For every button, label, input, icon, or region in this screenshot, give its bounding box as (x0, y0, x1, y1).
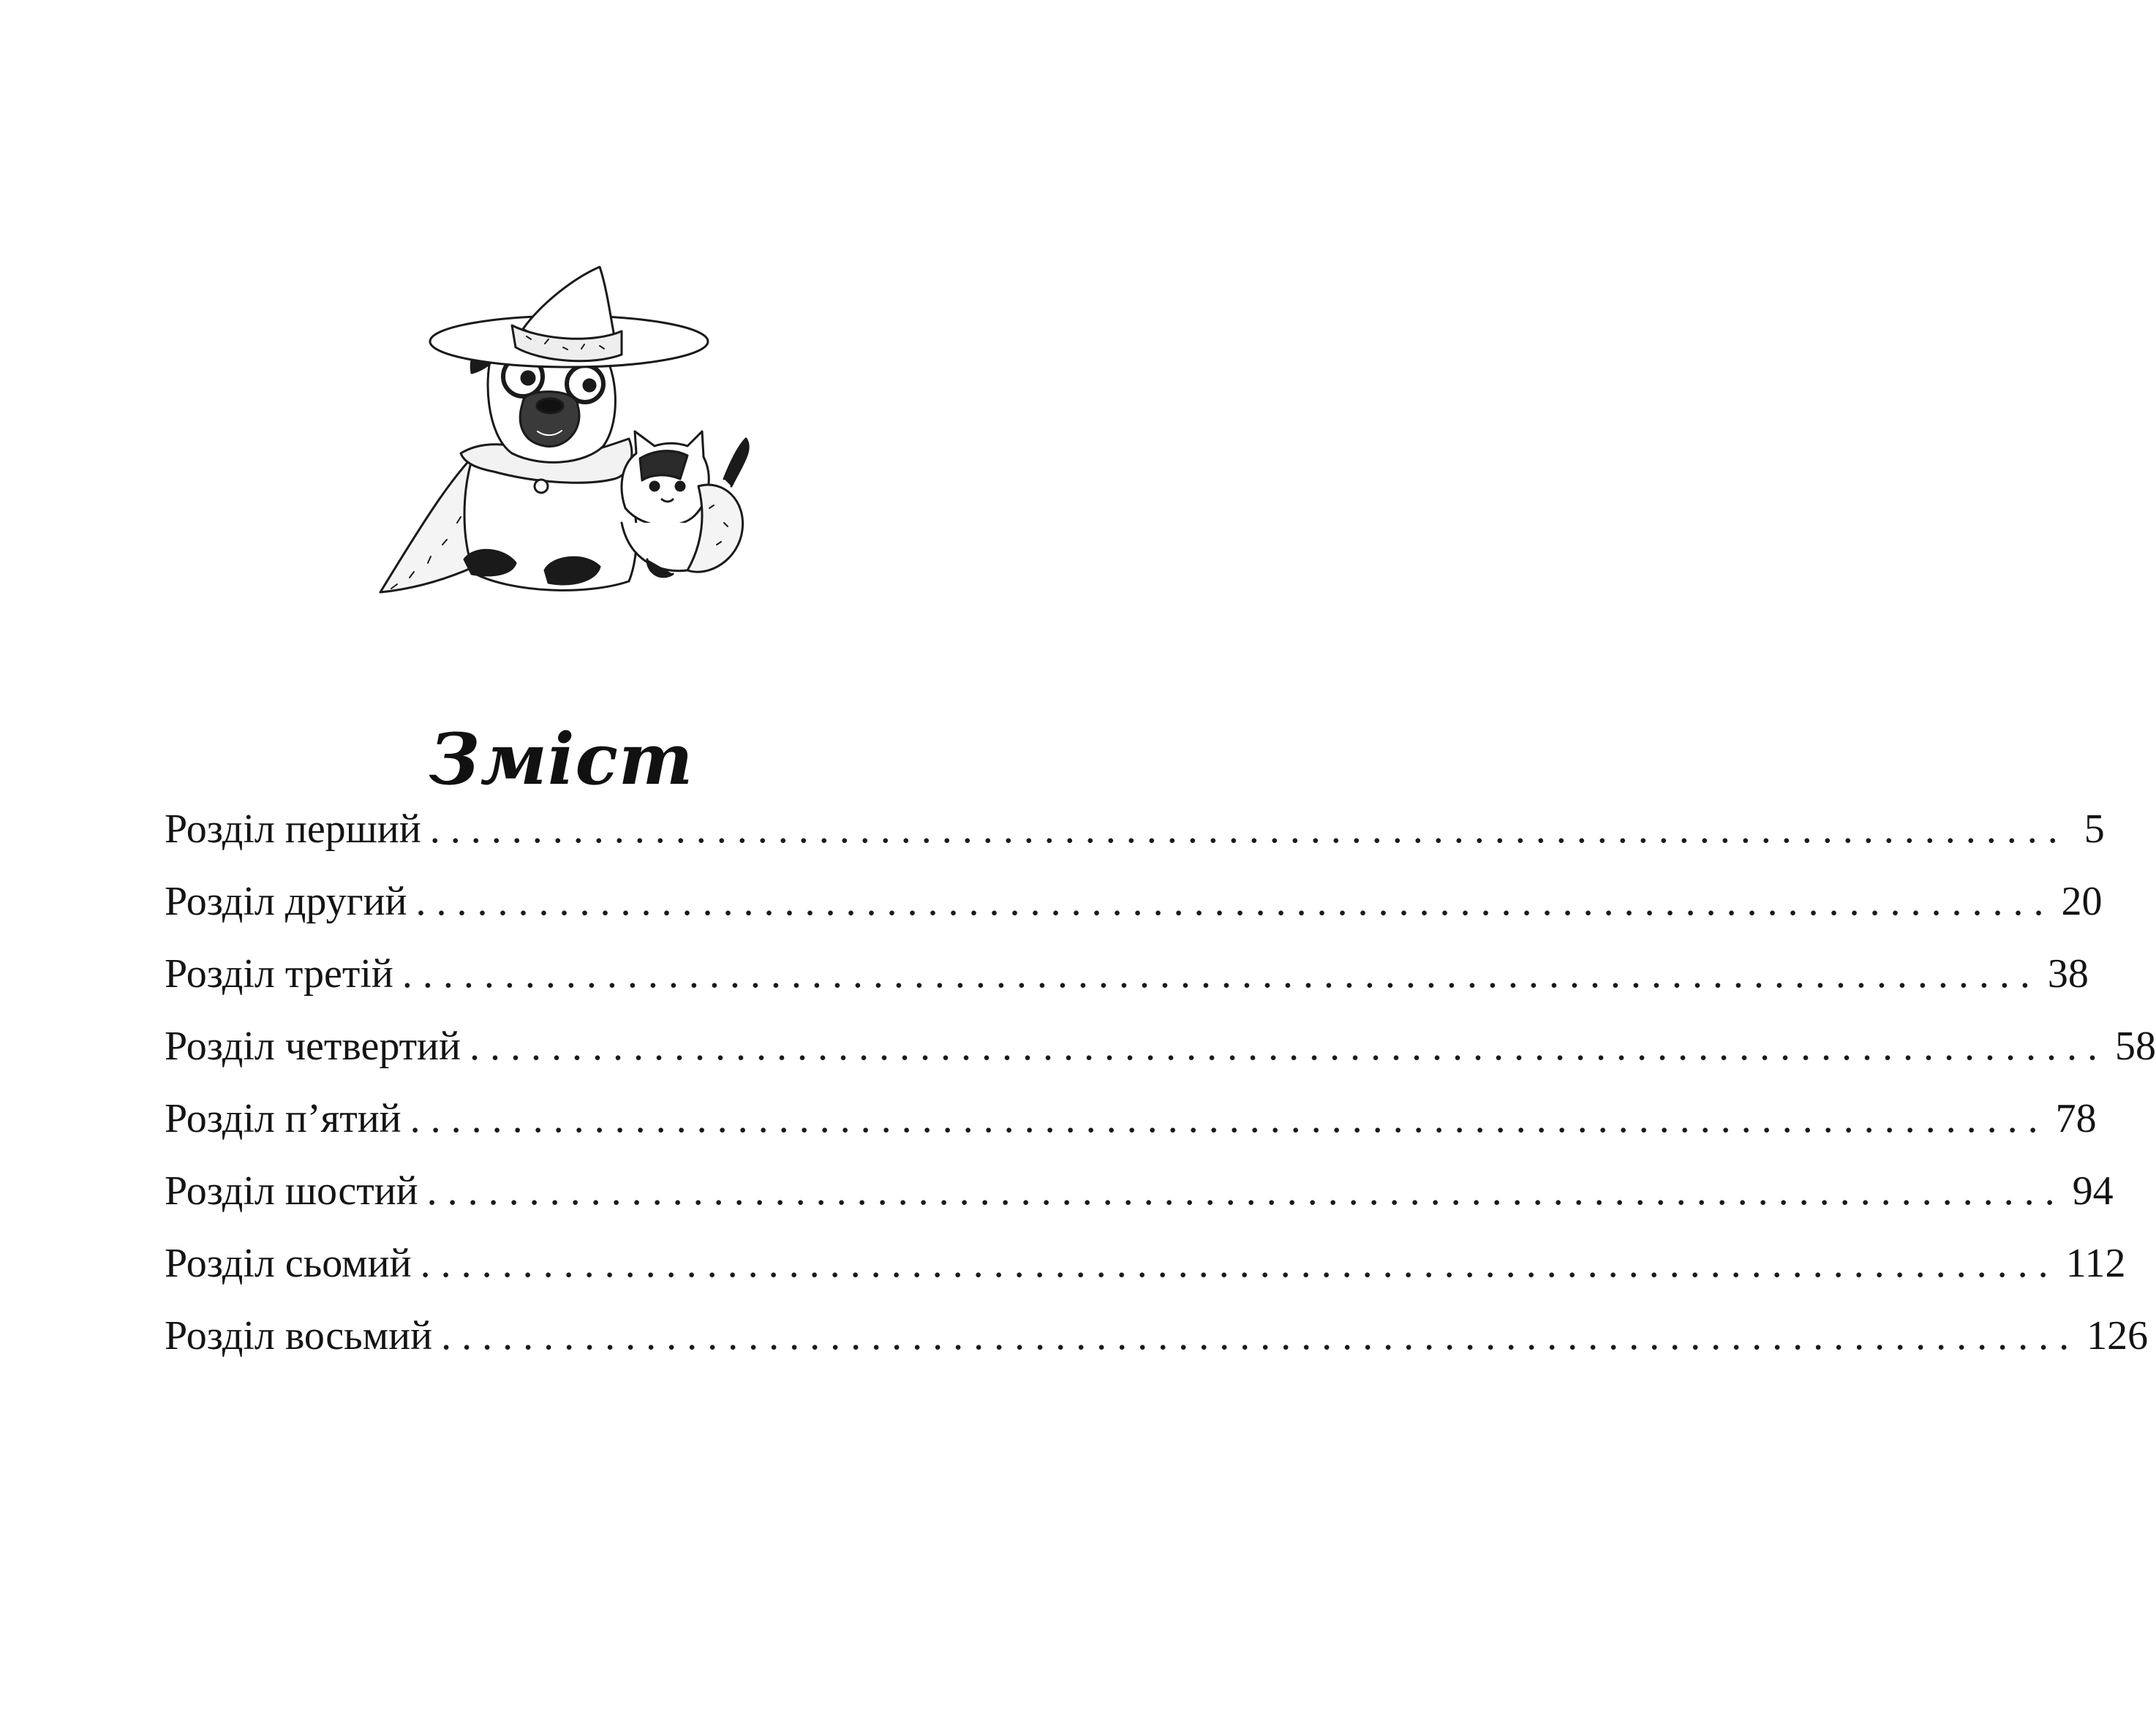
toc-entry[interactable] (165, 1083, 2097, 1155)
chapter-page: 38 (2047, 951, 2089, 997)
dot-leader: ................................................................................ (470, 1024, 2108, 1069)
dot-leader: ................................................................................ (429, 806, 2068, 852)
toc-entry[interactable] (165, 1010, 2156, 1083)
dot-leader: ................................................................................ (402, 951, 2040, 997)
chapter-page: 112 (2065, 1241, 2126, 1286)
dot-leader: ................................................................................ (415, 879, 2054, 924)
chapter-page: 5 (2084, 806, 2105, 852)
toc-entry[interactable] (165, 1228, 2126, 1300)
pug-wizard-with-kitten-icon (366, 267, 761, 614)
toc-entry[interactable] (165, 866, 2103, 938)
table-of-contents (165, 793, 2156, 1372)
toc-entry[interactable] (165, 938, 2089, 1010)
toc-entry[interactable] (165, 1300, 2149, 1372)
chapter-name: Розділ п’ятий (165, 1096, 402, 1141)
toc-title: Зміст (429, 718, 694, 801)
dot-leader: ................................................................................ (420, 1241, 2059, 1286)
chapter-page: 78 (2055, 1096, 2097, 1141)
chapter-name: Розділ третій (165, 951, 393, 997)
toc-entry[interactable] (165, 1155, 2114, 1228)
dot-leader: ................................................................................ (426, 1168, 2065, 1214)
toc-entry[interactable] (165, 793, 2105, 866)
chapter-page: 94 (2072, 1168, 2114, 1214)
chapter-page: 126 (2087, 1313, 2149, 1358)
dot-leader: ................................................................................ (410, 1096, 2048, 1141)
chapter-name: Розділ шостий (165, 1168, 418, 1214)
chapter-name: Розділ сьомий (165, 1241, 412, 1286)
chapter-page: 20 (2061, 879, 2103, 924)
chapter-name: Розділ восьмий (165, 1313, 433, 1358)
chapter-name: Розділ перший (165, 806, 421, 852)
chapter-page: 58 (2115, 1024, 2156, 1069)
chapter-name: Розділ четвертий (165, 1024, 461, 1069)
chapter-name: Розділ другий (165, 879, 407, 924)
dot-leader: ................................................................................ (441, 1313, 2080, 1358)
